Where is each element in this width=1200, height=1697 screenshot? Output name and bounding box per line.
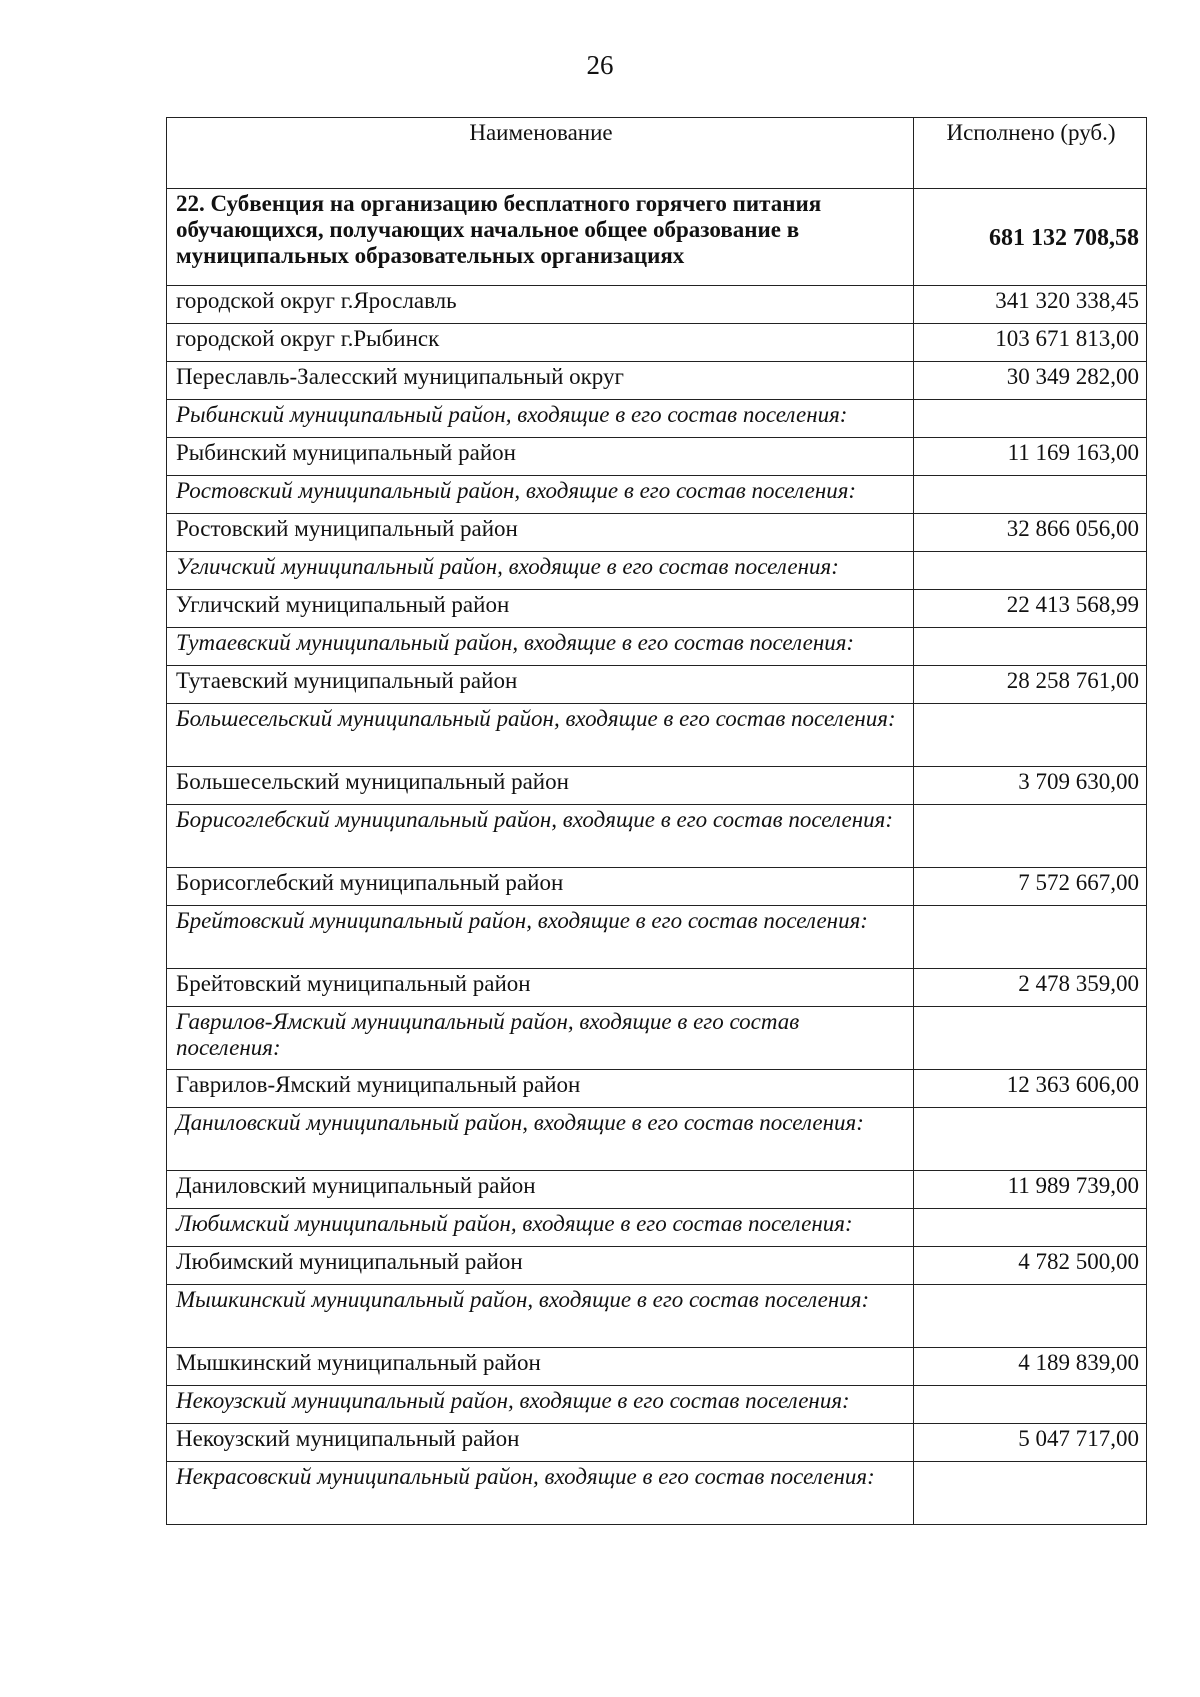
row-value: 12 363 606,00 <box>914 1070 1147 1108</box>
table-row <box>167 1171 1147 1209</box>
column-header-name: Наименование <box>167 118 914 189</box>
table-row <box>167 362 1147 400</box>
table-row <box>167 1209 1147 1247</box>
row-name: Брейтовский муниципальный район <box>167 969 914 1007</box>
table-row <box>167 590 1147 628</box>
table-row <box>167 1007 1147 1070</box>
column-header-value: Исполнено (руб.) <box>914 118 1147 189</box>
table-row <box>167 1424 1147 1462</box>
table-row <box>167 476 1147 514</box>
table-row <box>167 324 1147 362</box>
row-value: 103 671 813,00 <box>914 324 1147 362</box>
row-name: Угличский муниципальный район <box>167 590 914 628</box>
row-name: Борисоглебский муниципальный район, входящие в его состав поселения: <box>167 805 914 868</box>
subvention-table <box>166 117 1147 1525</box>
row-name: Брейтовский муниципальный район, входящие в его состав поселения: <box>167 906 914 969</box>
row-value: 5 047 717,00 <box>914 1424 1147 1462</box>
table-row <box>167 805 1147 868</box>
row-name: Большесельский муниципальный район <box>167 767 914 805</box>
table-row <box>167 666 1147 704</box>
row-value: 22 413 568,99 <box>914 590 1147 628</box>
row-value <box>914 704 1147 767</box>
row-name: городской округ г.Рыбинск <box>167 324 914 362</box>
row-value: 11 169 163,00 <box>914 438 1147 476</box>
row-value <box>914 1108 1147 1171</box>
row-name: Любимский муниципальный район <box>167 1247 914 1285</box>
row-name: Некрасовский муниципальный район, входящие в его состав поселения: <box>167 1462 914 1525</box>
row-value <box>914 552 1147 590</box>
row-name: Тутаевский муниципальный район <box>167 666 914 704</box>
row-value <box>914 1209 1147 1247</box>
table-row <box>167 1386 1147 1424</box>
row-value: 30 349 282,00 <box>914 362 1147 400</box>
table-row <box>167 1108 1147 1171</box>
table-row <box>167 286 1147 324</box>
row-value: 4 782 500,00 <box>914 1247 1147 1285</box>
row-name: Ростовский муниципальный район, входящие в его состав поселения: <box>167 476 914 514</box>
table-row <box>167 1462 1147 1525</box>
row-name: Переславль-Залесский муниципальный округ <box>167 362 914 400</box>
table-row <box>167 438 1147 476</box>
row-value: 28 258 761,00 <box>914 666 1147 704</box>
row-name: Ростовский муниципальный район <box>167 514 914 552</box>
row-value <box>914 805 1147 868</box>
table-row <box>167 767 1147 805</box>
table-row <box>167 868 1147 906</box>
table-row <box>167 1070 1147 1108</box>
row-name: Любимский муниципальный район, входящие в его состав поселения: <box>167 1209 914 1247</box>
row-value <box>914 628 1147 666</box>
row-name: Гаврилов-Ямский муниципальный район <box>167 1070 914 1108</box>
table-row <box>167 969 1147 1007</box>
row-value: 11 989 739,00 <box>914 1171 1147 1209</box>
row-name: Рыбинский муниципальный район <box>167 438 914 476</box>
table-row <box>167 906 1147 969</box>
row-name: Даниловский муниципальный район <box>167 1171 914 1209</box>
row-value <box>914 1462 1147 1525</box>
table-row <box>167 400 1147 438</box>
page-number: 26 <box>586 50 614 80</box>
row-value <box>914 1285 1147 1348</box>
row-value <box>914 1386 1147 1424</box>
section-row <box>167 189 1147 286</box>
section-title: 22. Субвенция на организацию бесплатного горячего питания обучающихся, получающих начальное общее образование в муниципальных образовательных организациях <box>167 189 914 286</box>
row-name: Борисоглебский муниципальный район <box>167 868 914 906</box>
row-name: Угличский муниципальный район, входящие в его состав поселения: <box>167 552 914 590</box>
table-row <box>167 1348 1147 1386</box>
row-name: Даниловский муниципальный район, входящие в его состав поселения: <box>167 1108 914 1171</box>
row-name: Некоузский муниципальный район, входящие в его состав поселения: <box>167 1386 914 1424</box>
row-value: 32 866 056,00 <box>914 514 1147 552</box>
table-row <box>167 552 1147 590</box>
row-value: 4 189 839,00 <box>914 1348 1147 1386</box>
section-total: 681 132 708,58 <box>914 189 1147 286</box>
table-row <box>167 1247 1147 1285</box>
row-value <box>914 906 1147 969</box>
table-header-row <box>167 118 1147 189</box>
row-value: 2 478 359,00 <box>914 969 1147 1007</box>
row-value <box>914 476 1147 514</box>
row-value: 341 320 338,45 <box>914 286 1147 324</box>
row-name: Некоузский муниципальный район <box>167 1424 914 1462</box>
table-row <box>167 628 1147 666</box>
row-name: Мышкинский муниципальный район <box>167 1348 914 1386</box>
row-name: Мышкинский муниципальный район, входящие в его состав поселения: <box>167 1285 914 1348</box>
row-value <box>914 1007 1147 1070</box>
table-row <box>167 1285 1147 1348</box>
row-value: 7 572 667,00 <box>914 868 1147 906</box>
row-name: Гаврилов-Ямский муниципальный район, входящие в его состав поселения: <box>167 1007 914 1070</box>
row-value <box>914 400 1147 438</box>
table-row <box>167 704 1147 767</box>
table-row <box>167 514 1147 552</box>
row-name: Большесельский муниципальный район, входящие в его состав поселения: <box>167 704 914 767</box>
row-name: Тутаевский муниципальный район, входящие в его состав поселения: <box>167 628 914 666</box>
row-name: городской округ г.Ярославль <box>167 286 914 324</box>
row-name: Рыбинский муниципальный район, входящие в его состав поселения: <box>167 400 914 438</box>
row-value: 3 709 630,00 <box>914 767 1147 805</box>
